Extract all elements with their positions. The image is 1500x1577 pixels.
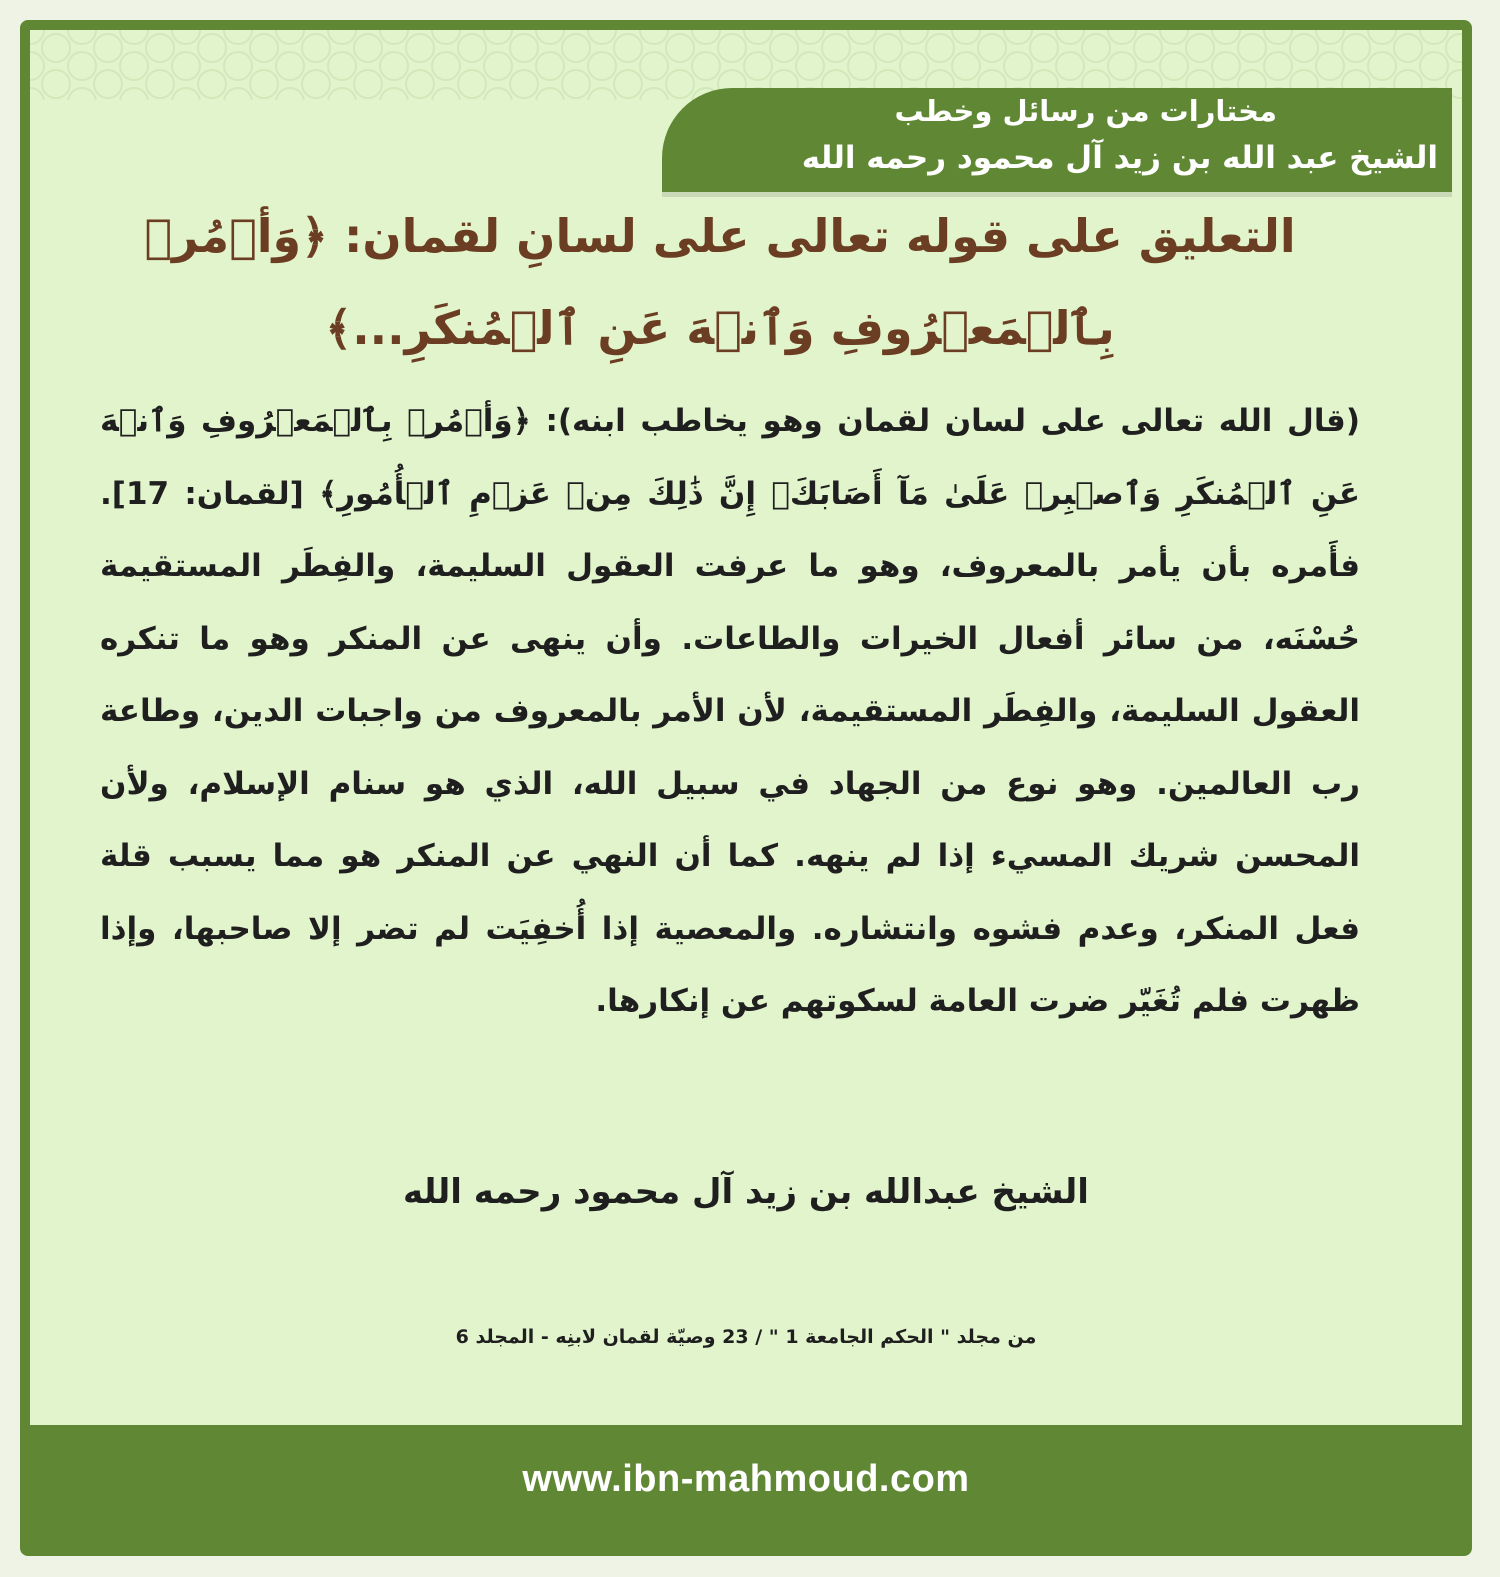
verse-reference: [لقمان: 17].: [100, 475, 304, 512]
series-title: مختارات من رسائل وخطب: [894, 94, 1277, 128]
page-title: التعليق على قوله تعالى على لسانِ لقمان: ﴿وَأۡمُرۡ بِٱلۡمَعۡرُوفِ وَٱنۡهَ عَنِ ٱلۡمُنكَرِ...﴾: [144, 209, 1296, 355]
article-body: [100, 385, 1360, 1038]
author-signature: الشيخ عبدالله بن زيد آل محمود رحمه الله: [403, 1172, 1089, 1212]
source-citation: من مجلد " الحكم الجامعة 1 " / 23 وصيّة لقمان لابنِه - المجلد 6: [455, 1326, 1037, 1348]
website-link[interactable]: www.ibn-mahmoud.com: [522, 1458, 970, 1500]
body-intro: (قال الله تعالى على لسان لقمان وهو يخاطب ابنه):: [545, 403, 1360, 439]
quran-verse: ﴿وَأۡمُرۡ بِٱلۡمَعۡرُوفِ وَٱنۡهَ عَنِ ٱلۡمُنكَرِ وَٱصۡبِرۡ عَلَىٰ مَآ أَصَابَكَۖ إِنَّ ذَٰلِكَ مِنۡ عَزۡمِ ٱلۡأُمُورِ﴾: [100, 403, 1360, 512]
body-paragraph: فأَمره بأن يأمر بالمعروف، وهو ما عرفت العقول السليمة، والفِطَر المستقيمة حُسْنَه، من سائر أفعال الخيرات والطاعات. وأن ينهى عن المنكر وهو ما تنكره العقول السليمة، والفِطَر المستقيمة، لأن الأمر بالمعروف من واجبات الدين، وطاعة رب العالمين. وهو نوع من الجهاد في سبيل الله، الذي هو سنام الإسلام، ولأن المحسن شريك المسيء إذا لم ينهه. كما أن النهي عن المنكر هو مما يسبب قلة فعل المنكر، وعدم فشوه وانتشاره. والمعصية إذا أُخفِيَت لم تضر إلا صاحبها، وإذا ظهرت فلم تُغَيّر ضرت العامة لسكوتهم عن إنكارها.: [100, 548, 1360, 1019]
series-header-band: [662, 88, 1452, 192]
series-author: الشيخ عبد الله بن زيد آل محمود رحمه الله: [801, 140, 1438, 176]
